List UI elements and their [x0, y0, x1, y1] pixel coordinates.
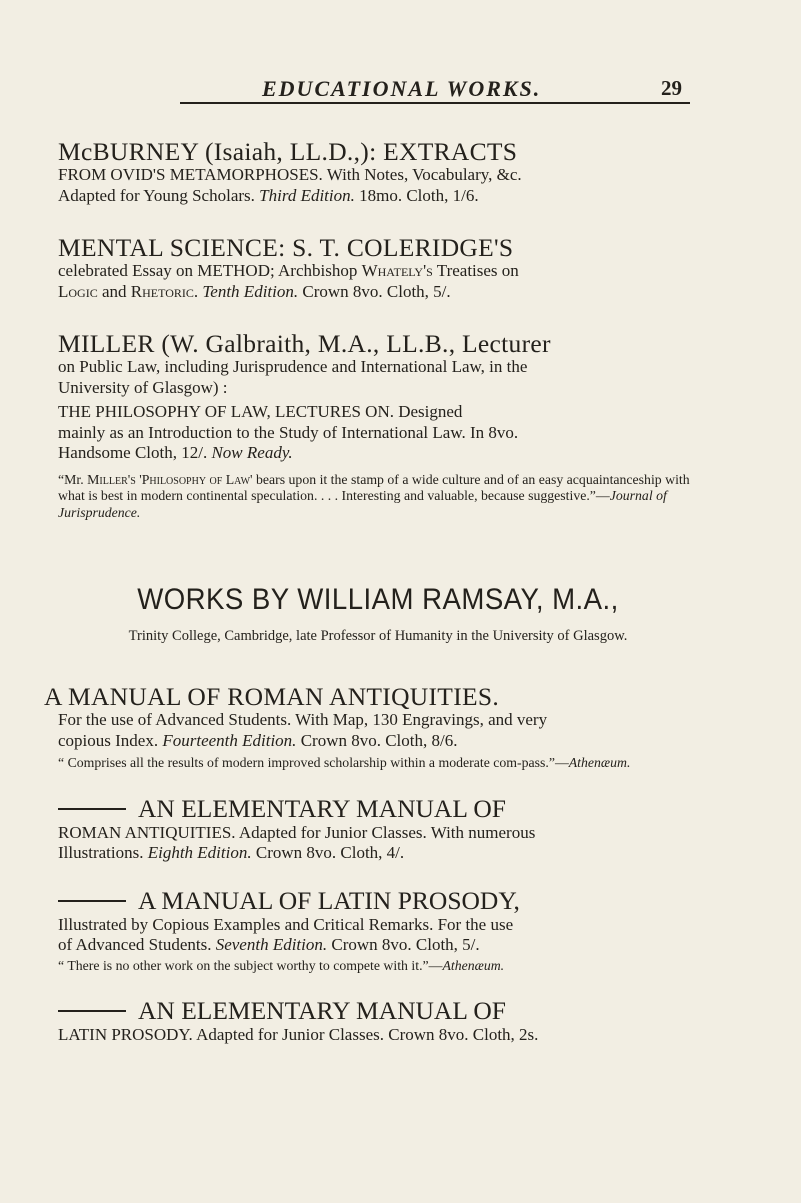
entry-heading: MILLER (W. Galbraith, M.A., LL.B., Lecturer	[58, 329, 551, 358]
edition: Fourteenth Edition.	[162, 730, 297, 750]
text: Illustrations.	[58, 843, 144, 862]
body-line: ROMAN ANTIQUITIES. Adapted for Junior Classes. With numerous	[58, 822, 536, 842]
entry-heading: AN ELEMENTARY MANUAL OF	[138, 996, 506, 1025]
entry-body	[58, 1025, 698, 1046]
body-line	[58, 731, 698, 752]
text: Rhetoric.	[130, 281, 199, 301]
body-line: on Public Law, including Jurisprudence and International Law, in the	[58, 357, 528, 376]
text: Crown 8vo. Cloth, 4/.	[255, 843, 405, 862]
text: Miller's 'Philosophy of Law'	[87, 471, 253, 487]
entry-heading-row	[58, 886, 698, 916]
body-line	[58, 443, 698, 464]
section-subtitle: Trinity College, Cambridge, late Professor of Humanity in the University of Glasgow.	[128, 628, 628, 644]
page-number: 29	[661, 76, 682, 100]
body-line: THE PHILOSOPHY OF LAW, LECTURES ON. Designed	[58, 402, 463, 421]
text: Crown 8vo. Cloth, 5/.	[331, 935, 480, 954]
entry-body	[58, 915, 698, 956]
ditto-dash	[58, 900, 126, 902]
text: Adapted for Young Scholars.	[58, 185, 255, 205]
entry-body	[58, 357, 698, 464]
body-line	[58, 282, 698, 303]
review-quote	[58, 472, 698, 522]
text: Logic	[58, 281, 98, 301]
text: “ There is no other work on the subject worthy to compete with it.”—	[58, 957, 443, 973]
entry-body	[58, 165, 698, 206]
quote-source: Journal of Jurisprudence.	[58, 488, 667, 520]
page-header	[0, 76, 801, 106]
text: Whately's	[361, 261, 433, 280]
text: 18mo. Cloth, 1/6.	[359, 185, 479, 205]
quote-source: Athenæum.	[568, 755, 631, 770]
body-line: For the use of Advanced Students. With Map, 130 Engravings, and very	[58, 710, 548, 729]
text: Crown 8vo. Cloth, 5/.	[302, 281, 451, 301]
edition: Tenth Edition.	[202, 281, 299, 301]
edition: Third Edition.	[259, 185, 355, 205]
entry-mcburney	[58, 136, 698, 206]
ditto-dash	[58, 1010, 126, 1012]
body-line: LATIN PROSODY. Adapted for Junior Classes. Crown 8vo. Cloth, 2s.	[58, 1025, 539, 1044]
review-quote	[58, 755, 698, 772]
section-ramsay	[58, 583, 698, 645]
entry-body	[58, 823, 698, 864]
edition: Seventh Edition.	[215, 935, 328, 954]
text: copious Index.	[58, 730, 159, 750]
text: “Mr.	[58, 471, 84, 487]
text: bears upon it the stamp of a wide culture and of an easy acquaintanceship with what is best in modern continental speculation. . . . Interesting and valuable, because suggestive.”—	[58, 471, 690, 503]
review-quote	[58, 958, 698, 975]
text: Handsome Cloth, 12/.	[58, 443, 208, 462]
text: METHOD	[197, 261, 270, 280]
entry-mental-science	[58, 232, 698, 302]
text: of Advanced Students.	[58, 935, 212, 954]
edition: Eighth Edition.	[147, 843, 252, 862]
section-title: WORKS BY WILLIAM RAMSAY, M.A.,	[137, 583, 619, 616]
text: celebrated Essay on	[58, 261, 193, 280]
body-line	[58, 935, 698, 956]
body-line	[58, 261, 698, 282]
ready-note: Now Ready.	[211, 443, 293, 462]
entry-heading-row	[58, 996, 698, 1026]
entry-miller	[58, 328, 698, 521]
entry-heading: AN ELEMENTARY MANUAL OF	[138, 793, 506, 823]
body-line: Illustrated by Copious Examples and Critical Remarks. For the use	[58, 914, 514, 934]
text: Treatises on	[436, 261, 519, 280]
body-line: University of Glasgow) :	[58, 377, 228, 397]
body-line: FROM OVID'S METAMORPHOSES. With Notes, Vocabulary, &c.	[58, 165, 522, 184]
entry-manual-roman-antiquities	[44, 681, 698, 772]
text: and	[101, 281, 127, 301]
entry-manual-latin-prosody	[58, 886, 698, 975]
ditto-dash	[58, 808, 126, 810]
entry-heading: A MANUAL OF ROMAN ANTIQUITIES.	[44, 682, 500, 711]
body-line	[58, 186, 698, 207]
body-line: mainly as an Introduction to the Study of International Law. In 8vo.	[58, 422, 519, 442]
text: Crown 8vo. Cloth, 8/6.	[300, 730, 458, 750]
entry-body	[58, 261, 698, 302]
running-head: EDUCATIONAL WORKS.	[262, 76, 542, 101]
entry-elementary-roman-antiquities	[58, 794, 698, 864]
entry-heading-row	[58, 794, 698, 824]
header-rule	[180, 102, 690, 104]
text: “ Comprises all the results of modern improved scholarship within a moderate com-pass.”—	[58, 755, 569, 770]
entry-heading: MENTAL SCIENCE: S. T. COLERIDGE'S	[58, 233, 514, 262]
entry-elementary-latin-prosody	[58, 996, 698, 1046]
entry-body	[58, 710, 698, 751]
entry-heading: McBURNEY (Isaiah, LL.D.,): EXTRACTS	[58, 137, 518, 166]
text: ; Archbishop	[269, 261, 358, 280]
body-line	[58, 843, 698, 864]
page-content	[44, 136, 698, 1046]
quote-source: Athenæum.	[442, 957, 505, 973]
entry-heading: A MANUAL OF LATIN PROSODY,	[138, 885, 520, 915]
